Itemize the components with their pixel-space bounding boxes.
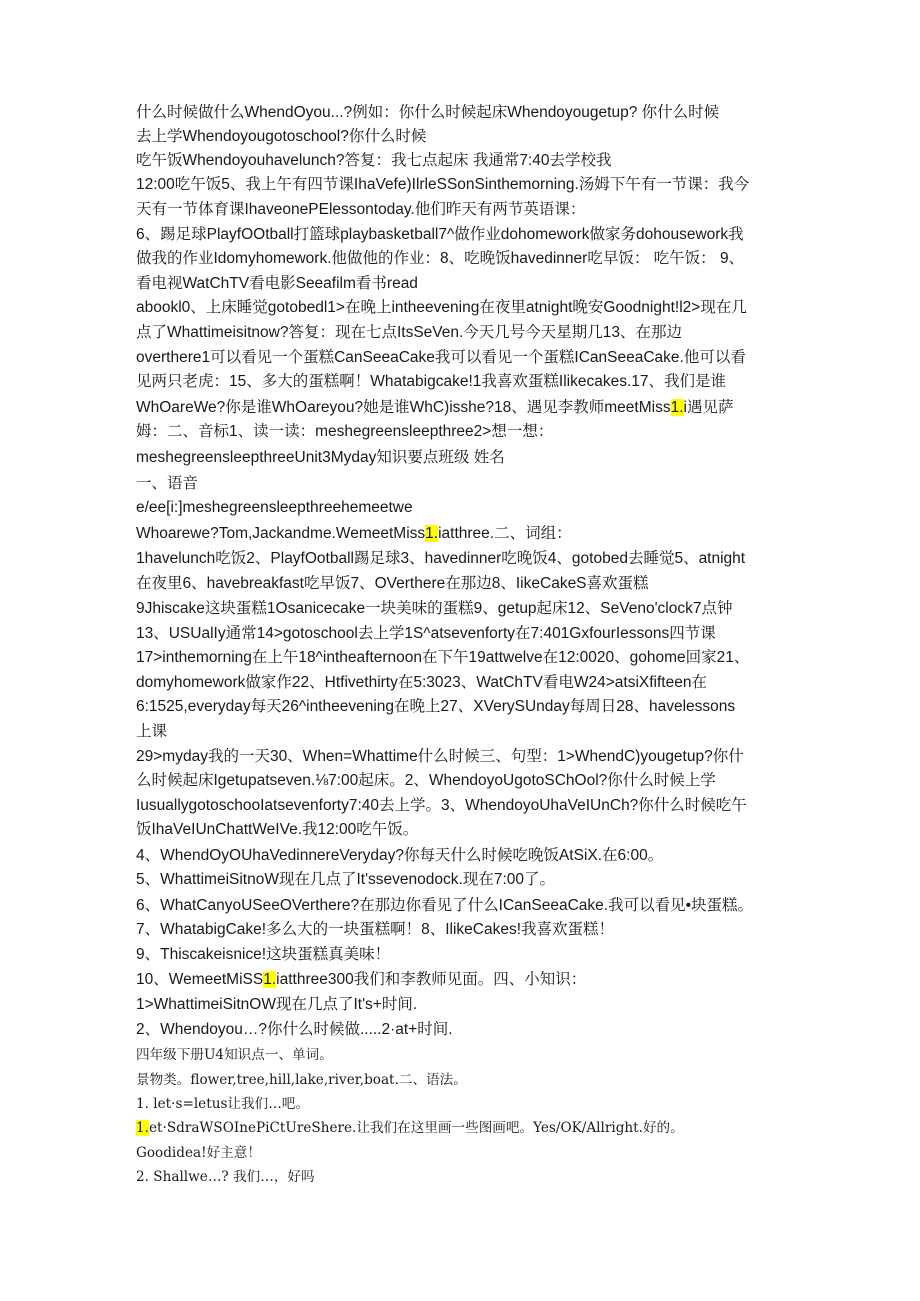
text-segment: Goodidea!好主意！ bbox=[136, 1145, 261, 1161]
text-segment: abookl0、上床睡觉gotobedl1>在晚上intheevening在夜里atnight晚安Goodnight!l2>现在几 bbox=[136, 299, 747, 316]
text-line bbox=[136, 472, 198, 496]
text-line bbox=[136, 173, 749, 197]
text-line bbox=[136, 868, 555, 892]
text-line bbox=[136, 247, 744, 271]
text-segment: 么时候起床Igetupatseven.⅛7:00起床。2、WhendoyoUgotoSChOol?你什么时候上学 bbox=[136, 772, 716, 789]
text-segment: Whoarewe?Tom,Jackandme.WemeetMiss bbox=[136, 525, 426, 542]
text-segment: 天有一节体育课IhaveonePElessontoday.他们昨天有两节英语课： bbox=[136, 201, 586, 218]
text-segment: overthere1可以看见一个蛋糕CanSeeaCake我可以看见一个蛋糕ICanSeeaCake.他可以看 bbox=[136, 349, 746, 366]
text-line bbox=[136, 321, 682, 345]
text-segment: iatthree.二、词组： bbox=[438, 525, 572, 542]
text-segment: 4、WhendOyOUhaVedinnereVeryday?你每天什么时候吃晚饭AtSiX.在6:00。 bbox=[136, 847, 664, 864]
text-line bbox=[136, 695, 735, 719]
text-line bbox=[136, 370, 726, 394]
text-line bbox=[136, 396, 733, 420]
text-line bbox=[136, 720, 167, 744]
text-line bbox=[136, 1165, 315, 1189]
text-line bbox=[136, 496, 413, 520]
text-segment: 2、Whendoyou…?你什么时候做.....2·at+时间. bbox=[136, 1021, 453, 1038]
text-segment: meshegreensleepthreeUnit3Myday知识要点班级 姓名 bbox=[136, 449, 505, 466]
text-segment: 1>WhattimeiSitnOW现在几点了It's+时间. bbox=[136, 996, 418, 1013]
text-line bbox=[136, 1092, 309, 1116]
text-line bbox=[136, 1141, 261, 1165]
text-line bbox=[136, 646, 749, 670]
text-segment: 7、WhatabigCake!多么大的一块蛋糕啊！8、IlikeCakes!我喜欢蛋糕！ bbox=[136, 921, 615, 938]
text-segment: i遇见萨 bbox=[683, 399, 734, 416]
text-line bbox=[136, 844, 663, 868]
text-line bbox=[136, 149, 611, 173]
text-segment: 上课 bbox=[136, 723, 168, 740]
text-segment: 看电视WatChTV看电影Seeafilm看书read bbox=[136, 275, 418, 292]
highlighted-marker: 1. bbox=[136, 1120, 149, 1136]
text-segment: 12:00吃午饭5、我上午有四节课IhaVefe)IlrleSSonSinthemorning.汤姆下午有一节课：我今 bbox=[136, 176, 750, 193]
text-line bbox=[136, 125, 426, 149]
text-segment: 1. let·s=letus让我们…吧。 bbox=[136, 1096, 309, 1112]
text-line bbox=[136, 1068, 467, 1092]
text-segment: 吃午饭Whendoyouhavelunch?答复：我七点起床 我通常7:40去学校我 bbox=[136, 152, 612, 169]
text-line bbox=[136, 745, 744, 769]
text-segment: WhOareWe?你是谁WhOareyou?她是谁WhC)isshe?18、遇见李教师meetMiss bbox=[136, 399, 671, 416]
text-line bbox=[136, 818, 418, 842]
text-segment: 四年级下册U4知识点一、单词。 bbox=[136, 1047, 333, 1063]
text-segment: 17>inthemorning在上午18^intheafternoon在下午19attwelve在12:0020、gohome回家21、 bbox=[136, 649, 750, 666]
text-line bbox=[136, 420, 553, 444]
text-line bbox=[136, 894, 753, 918]
text-segment: 姆：二、音标1、读一读：meshegreensleepthree2>想一想： bbox=[136, 423, 554, 440]
text-segment: 饭IhaVeIUnChattWeIVe.我12:00吃午饭。 bbox=[136, 821, 419, 838]
text-line bbox=[136, 1018, 453, 1042]
text-line bbox=[136, 547, 745, 571]
text-line bbox=[136, 272, 418, 296]
text-line bbox=[136, 794, 747, 818]
text-segment: 见两只老虎：15、多大的蛋糕啊！Whatabigcake!1我喜欢蛋糕Ilikecakes.17、我们是谁 bbox=[136, 373, 726, 390]
text-segment: iatthree300我们和李教师见面。四、小知识： bbox=[276, 971, 587, 988]
text-segment: 在夜里6、havebreakfast吃早饭7、OVerthere在那边8、IikeCakeS喜欢蛋糕 bbox=[136, 575, 649, 592]
text-segment: et·SdraWSOInePiCtUreShere.让我们在这里画一些图画吧。Yes/OK/Allright.好的。 bbox=[148, 1120, 684, 1136]
text-segment: 6、踢足球PlayfOOtball打篮球playbasketball7^做作业dohomework做家务dohousework我 bbox=[136, 226, 744, 243]
text-line bbox=[136, 1043, 333, 1067]
text-segment: 6、WhatCanyoUSeeOVerthere?在那边你看见了什么ICanSeeaCake.我可以看见•块蛋糕。 bbox=[136, 897, 754, 914]
text-line bbox=[136, 943, 390, 967]
text-segment: 29>myday我的一天30、When=Whattime什么时候三、句型：1>WhendC)yougetup?你什 bbox=[136, 748, 744, 765]
text-line bbox=[136, 446, 505, 470]
text-line bbox=[136, 671, 707, 695]
text-line bbox=[136, 346, 746, 370]
text-line bbox=[136, 1116, 684, 1140]
text-line bbox=[136, 522, 572, 546]
text-segment: 9Jhiscake这块蛋糕1Osanicecake一块美味的蛋糕9、getup起床12、SeVeno'clock7点钟 bbox=[136, 600, 733, 617]
text-line bbox=[136, 101, 719, 125]
text-segment: 景物类。flower,tree,hill,lake,river,boat.二、语法。 bbox=[136, 1072, 467, 1088]
highlighted-marker: 1. bbox=[670, 399, 684, 416]
text-line bbox=[136, 223, 744, 247]
text-segment: 去上学Whendoyougotoschool?你什么时候 bbox=[136, 128, 427, 145]
text-line bbox=[136, 769, 716, 793]
text-segment: 点了Whattimeisitnow?答复：现在七点ItsSeVen.今天几号今天星期几13、在那边 bbox=[136, 324, 683, 341]
text-line bbox=[136, 918, 614, 942]
text-line bbox=[136, 597, 733, 621]
text-line bbox=[136, 968, 586, 992]
text-segment: 一、语音 bbox=[136, 475, 199, 492]
text-segment: domyhomework做家作22、Htfivethirty在5:3023、WatChTV看电W24>atsiXfifteen在 bbox=[136, 674, 707, 691]
text-line bbox=[136, 296, 747, 320]
text-segment: 6:1525,everyday每天26^intheevening在晚上27、XVerySUnday每周日28、havelessons bbox=[136, 698, 736, 715]
text-segment: 5、WhattimeiSitnoW现在几点了It'ssevenodock.现在7:00了。 bbox=[136, 871, 556, 888]
text-segment: 1havelunch吃饭2、PlayfOotball踢足球3、havedinner吃晚饭4、gotobed去睡觉5、atnight bbox=[136, 550, 746, 567]
highlighted-marker: 1. bbox=[425, 525, 439, 542]
text-line bbox=[136, 572, 649, 596]
text-segment: 13、USUalIy通常14>gotoschool去上学1S^atsevenforty在7:401GxfourIessons四节课 bbox=[136, 625, 716, 642]
text-segment: e/ee[i:]meshegreensleepthreehemeetwe bbox=[136, 499, 413, 516]
text-line bbox=[136, 198, 585, 222]
text-segment: 做我的作业Idomyhomework.他做他的作业：8、吃晚饭havedinner吃早饭： 吃午饭： 9、 bbox=[136, 250, 745, 267]
highlighted-marker: 1. bbox=[263, 971, 277, 988]
text-segment: 什么时候做什么WhendOyou...?例如：你什么时候起床Whendoyougetup? 你什么时候 bbox=[136, 104, 720, 121]
text-segment: 2. Shallwe…? 我们…，好吗 bbox=[136, 1169, 315, 1185]
text-segment: 10、WemeetMiSS bbox=[136, 971, 264, 988]
text-segment: 9、Thiscakeisnice!这块蛋糕真美味！ bbox=[136, 946, 391, 963]
text-line bbox=[136, 993, 417, 1017]
text-segment: IusuallygotoschooIatsevenforty7:40去上学。3、WhendoyoUhaVeIUnCh?你什么时候吃午 bbox=[136, 797, 747, 814]
text-line bbox=[136, 622, 716, 646]
